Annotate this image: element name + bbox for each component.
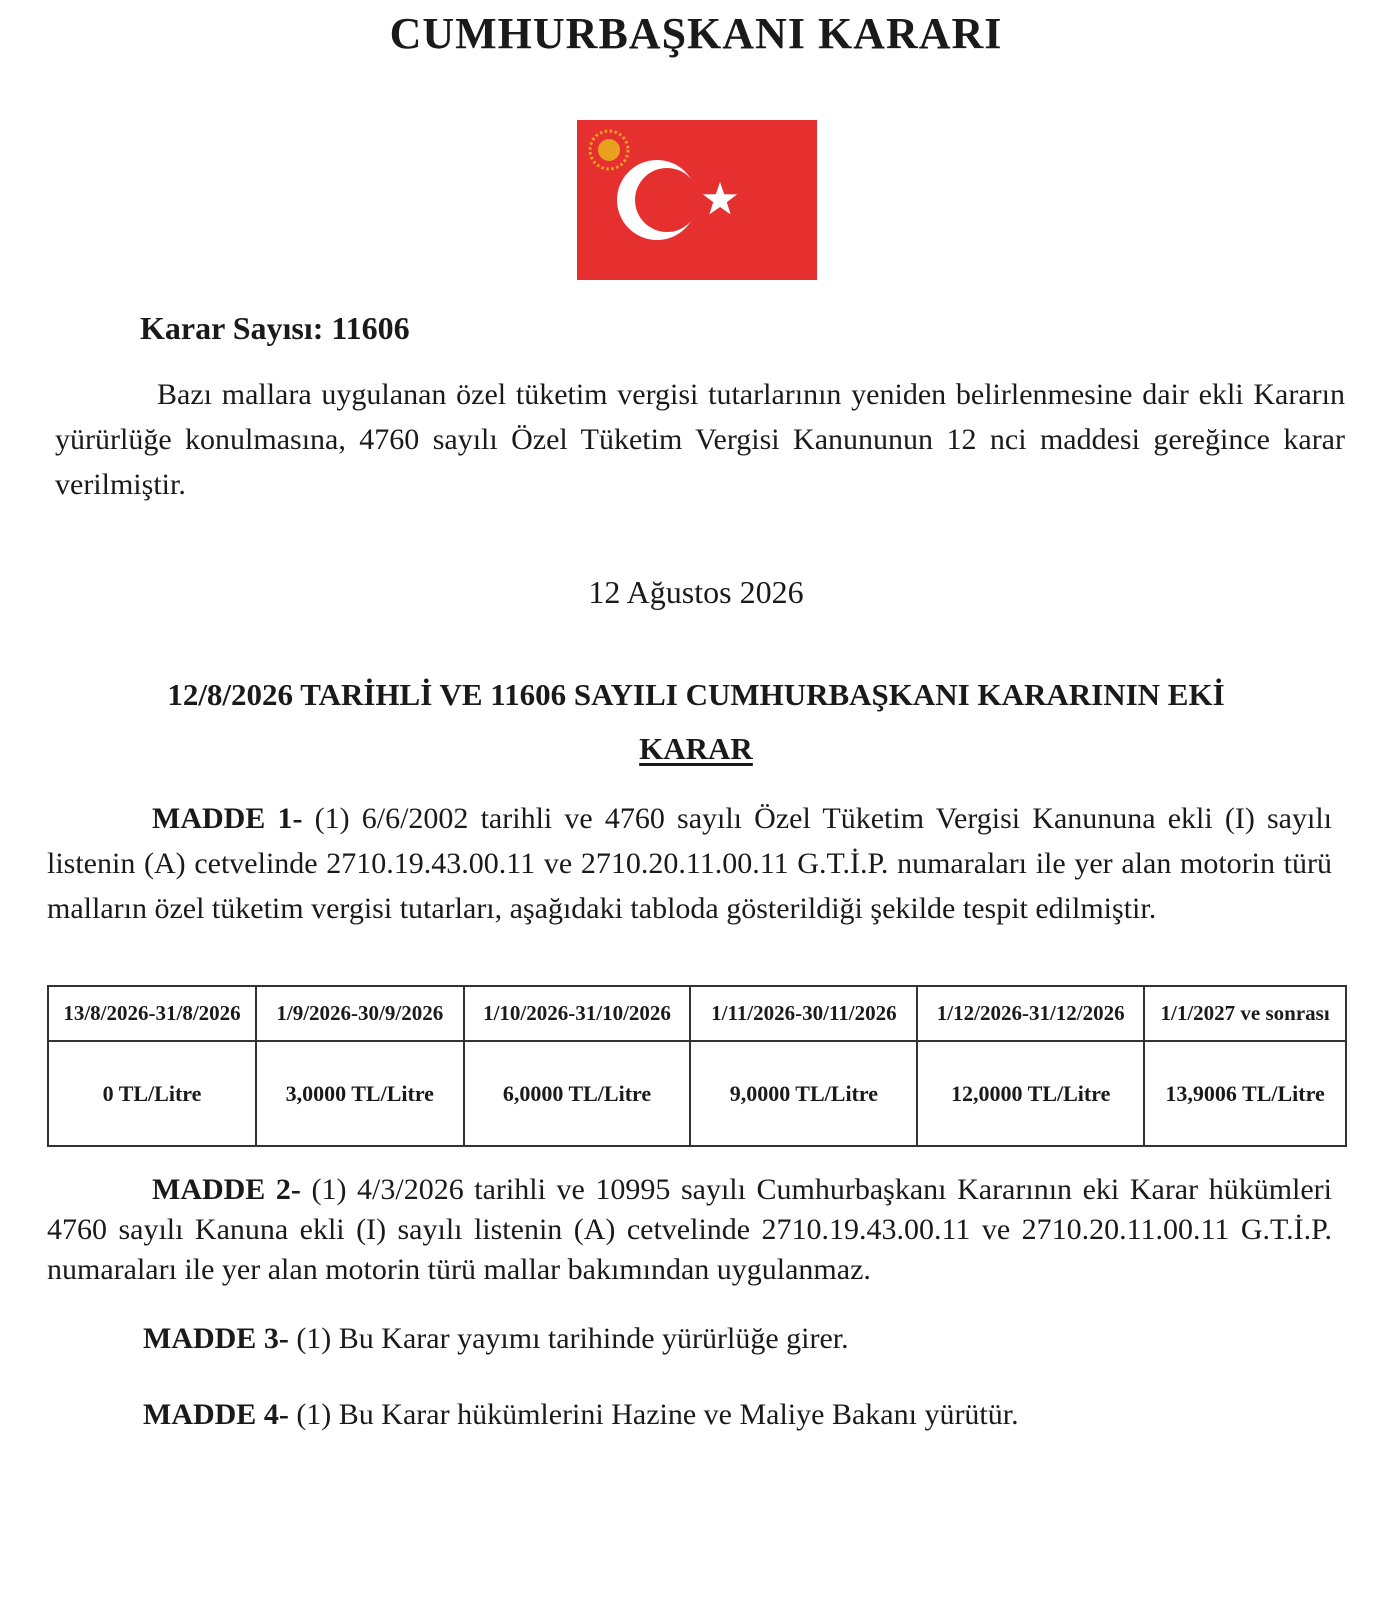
table-header-cell: 1/1/2027 ve sonrası <box>1144 986 1346 1041</box>
table-cell: 0 TL/Litre <box>48 1041 256 1146</box>
table-cell: 6,0000 TL/Litre <box>464 1041 691 1146</box>
annex-heading <box>0 668 1392 776</box>
table-cell: 12,0000 TL/Litre <box>917 1041 1144 1146</box>
table-header-cell: 13/8/2026-31/8/2026 <box>48 986 256 1041</box>
table-header-cell: 1/11/2026-30/11/2026 <box>690 986 917 1041</box>
article-2 <box>47 1170 1332 1290</box>
article-4-label: MADDE 4- <box>143 1398 289 1431</box>
table-cell: 9,0000 TL/Litre <box>690 1041 917 1146</box>
turkish-flag-icon <box>577 120 817 280</box>
table-header-row <box>48 986 1346 1041</box>
table-cell: 13,9006 TL/Litre <box>1144 1041 1346 1146</box>
article-3-text: (1) Bu Karar yayımı tarihinde yürürlüğe girer. <box>288 1322 849 1355</box>
table-header-cell: 1/10/2026-31/10/2026 <box>464 986 691 1041</box>
article-1 <box>47 796 1332 931</box>
document-title: CUMHURBAŞKANI KARARI <box>389 9 1003 58</box>
annex-subtitle: KARAR <box>639 731 753 766</box>
article-4-text: (1) Bu Karar hükümlerini Hazine ve Maliye Bakanı yürütür. <box>288 1398 1019 1431</box>
article-4 <box>143 1398 1019 1432</box>
article-1-label: MADDE 1- <box>152 802 303 835</box>
decision-date: 12 Ağustos 2026 <box>588 574 804 610</box>
table-cell: 3,0000 TL/Litre <box>256 1041 464 1146</box>
annex-title: 12/8/2026 TARİHLİ VE 11606 SAYILI CUMHURBAŞKANI KARARININ EKİ <box>167 677 1225 712</box>
table-header-cell: 1/12/2026-31/12/2026 <box>917 986 1144 1041</box>
article-3 <box>143 1322 849 1356</box>
article-3-label: MADDE 3- <box>143 1322 289 1355</box>
tax-rate-table <box>47 985 1347 1147</box>
intro-paragraph: Bazı mallara uygulanan özel tüketim vergisi tutarlarının yeniden belirlenmesine dair ekli Kararın yürürlüğe konulmasına, 4760 sayılı Özel Tüketim Vergisi Kanununun 12 nci maddesi gereğince karar verilmiştir. <box>55 378 1345 501</box>
article-2-text: (1) 4/3/2026 tarihli ve 10995 sayılı Cumhurbaşkanı Kararının eki Karar hükümleri 4760 sayılı Kanuna ekli (I) sayılı listenin (A) cetvelinde 2710.19.43.00.11 ve 2710.20.11.00.11 G.T.İ.P. numaraları ile yer alan motorin türü mallar bakımından uygulanmaz. <box>47 1173 1333 1286</box>
article-1-text: (1) 6/6/2002 tarihli ve 4760 sayılı Özel Tüketim Vergisi Kanununa ekli (I) sayılı listenin (A) cetvelinde 2710.19.43.00.11 ve 2710.20.11.00.11 G.T.İ.P. numaraları ile yer alan motorin türü malların özel tüketim vergisi tutarları, aşağıdaki tabloda gösterildiği şekilde tespit edilmiştir. <box>47 802 1332 925</box>
decision-number: Karar Sayısı: 11606 <box>140 310 410 346</box>
table-row <box>48 1041 1346 1146</box>
table-header-cell: 1/9/2026-30/9/2026 <box>256 986 464 1041</box>
article-2-label: MADDE 2- <box>152 1173 301 1206</box>
